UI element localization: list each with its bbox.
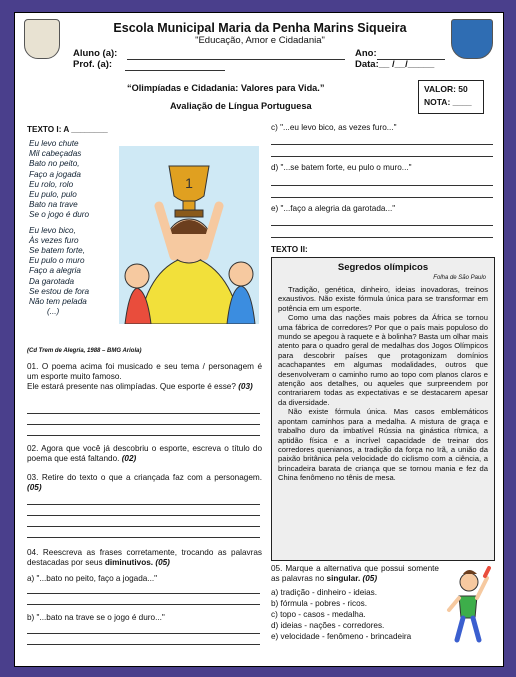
answer-line[interactable] [27,537,260,538]
poem-line: Bato no peito, [29,159,80,169]
teacher-name-field[interactable] [125,70,225,71]
q04-points: (05) [155,558,170,567]
question-05 [271,564,439,584]
answer-line[interactable] [27,604,260,605]
svg-text:1: 1 [185,175,193,191]
teacher-label: Prof. (a): [73,59,113,70]
answer-line[interactable] [27,526,260,527]
answer-line[interactable] [271,156,493,157]
school-name: Escola Municipal Maria da Penha Marins Siqueira [113,21,407,35]
exam-sheet [14,12,504,667]
answer-line[interactable] [271,225,493,226]
q01-text-2: Ele estará presente nas olimpíadas. Que esporte é esse? [27,382,236,391]
student-name-field[interactable] [127,59,345,60]
text2-body [278,285,488,483]
q02-points: (02) [121,454,137,463]
q05-option-d[interactable]: d) ideias - nações - corredores. [271,621,385,630]
q05-text: 05. Marque a alternativa que possui somente as palavras no [271,564,439,583]
q01-points: (03) [238,382,253,391]
q04-item-e: e) "...faço a alegria da garotada..." [271,204,396,213]
student-label: Aluno (a): [73,48,118,59]
poem-line: Não tem pelada [29,297,87,307]
answer-line[interactable] [27,633,260,634]
text2-source: Folha de São Paulo [433,275,486,281]
city-crest-logo [451,19,493,59]
poem-line: Às vezes furo [29,235,79,245]
q04-item-d: d) "...se batem forte, eu pulo o muro..." [271,163,412,172]
text2-label: TEXTO II: [271,245,308,254]
poem-line: Bato na trave [29,200,78,210]
poem-line: Se estou de fora [29,286,90,296]
text2-paragraph: Tradição, genética, dinheiro, ideias inovadoras, treinos exaustivos. Não existe fórmula única para se transformar em potência em um esporte. [278,285,488,313]
grade-box [418,80,484,114]
q02-text: 02. Agora que você já descobriu o esporte, escreva o título do poema que está faltando. [27,444,262,463]
question-02 [27,444,262,464]
answer-line[interactable] [27,413,260,414]
school-seal-logo [24,19,60,59]
q04-bold: diminutivos. [104,558,154,567]
runner-illustration [443,566,491,646]
q04-item-c: c) "...eu levo bico, as vezes furo..." [271,123,397,132]
answer-line[interactable] [271,185,493,186]
poem-source: (Cd Trem de Alegria, 1988 – BMG Ariola) [27,348,142,354]
trophy-illustration [119,146,259,324]
q05-points: (05) [362,574,378,583]
answer-line[interactable] [27,424,260,425]
poem [29,139,129,317]
q04-item-b: b) "...bato na trave se o jogo é duro..." [27,613,165,622]
poem-line: Mil cabeçadas [29,149,82,159]
poem-line: Eu pulo o muro [29,256,85,266]
poem-line: Eu pulo, pulo [29,190,77,200]
answer-line[interactable] [271,197,493,198]
text1-title-label: TEXTO I: A ________ [27,125,108,134]
poem-line: Eu levo bico, [29,225,76,235]
q05-option-e[interactable]: e) velocidade - fenômeno - brincadeira [271,632,412,641]
q05-bold: singular. [326,574,361,583]
answer-line[interactable] [27,644,260,645]
exam-subtitle: Avaliação de Língua Portuguesa [170,101,312,111]
answer-line[interactable] [271,144,493,145]
question-03 [27,473,262,493]
poem-line: Faço a jogada [29,169,81,179]
poem-line: Eu rolo, rolo [29,179,74,189]
school-motto: "Educação, Amor e Cidadania" [195,35,325,46]
poem-line: (...) [47,307,60,317]
year-label: Ano: [355,48,377,59]
poem-line: Eu levo chute [29,139,79,148]
answer-line[interactable] [271,237,493,238]
q03-text: 03. Retire do texto o que a criançada faz com a personagem. [27,473,262,482]
answer-line[interactable] [27,504,260,505]
poem-line: Faço a alegria [29,266,81,276]
exam-title: “Olimpíadas e Cidadania: Valores para Vida.” [127,83,325,93]
answer-line[interactable] [27,593,260,594]
q05-option-b[interactable]: b) fórmula - pobres - ricos. [271,599,368,608]
valor-label: VALOR: 50 [424,84,468,94]
q05-option-c[interactable]: c) topo - casos - medalha. [271,610,366,619]
q04-text: 04. Reescreva as frases corretamente, trocando as palavras destacadas por seus [27,548,262,567]
question-04 [27,548,262,568]
text2-paragraph: Não existe fórmula única. Mas casos emblemáticos apontam caminhos para a medalha. A mistura de graça e trabalho duro da imbatível Rússia na ginástica rítmica, a aptidão física e a incrível capacidade de treinar dos corredores quenianos, a tradição da força no Irã, a união da paixão britânica pela velocidade do ciclismo com a ciência, a brincadeira barata de criança que se tornou mania e fez da China fenômeno no tênis de mesa. [278,407,488,483]
q04-item-a: a) "...bato no peito, faço a jogada..." [27,574,158,583]
poem-line: Da garotada [29,276,75,286]
text2-title: Segredos olímpicos [337,262,429,273]
poem-line: Se o jogo é duro [29,210,90,220]
q03-points: (05) [27,483,42,492]
answer-line[interactable] [27,515,260,516]
text2-paragraph: Como uma das nações mais pobres da África se tornou uma fábrica de corredores? Por que o país mais populoso do mundo se apegou à raquete e à bolinha? Basta um olhar mais atento para o quadro geral de medalhas dos Jogos Olímpicos para descobrir países que protagonizam domínios acachapantes em algumas modalidades, outros que desenvolveram o caminho rumo ao topo com planos claros e atenção aos detalhes, ou aqueles que surpreendem por contrariarem todas as expectativas e se destacarem apesar da diversidade. [278,313,488,407]
nota-field[interactable]: NOTA: ____ [424,97,472,107]
poem-line: Se batem forte, [29,246,85,256]
q05-option-a[interactable]: a) tradição - dinheiro - ideias. [271,588,378,597]
question-01 [27,362,262,392]
q01-text: 01. O poema acima foi musicado e seu tema / personagem é um esporte muito famoso. [27,362,262,381]
answer-line[interactable] [27,435,260,436]
text2-box [271,257,495,561]
date-label[interactable]: Data:__ /__/_____ [355,59,435,70]
